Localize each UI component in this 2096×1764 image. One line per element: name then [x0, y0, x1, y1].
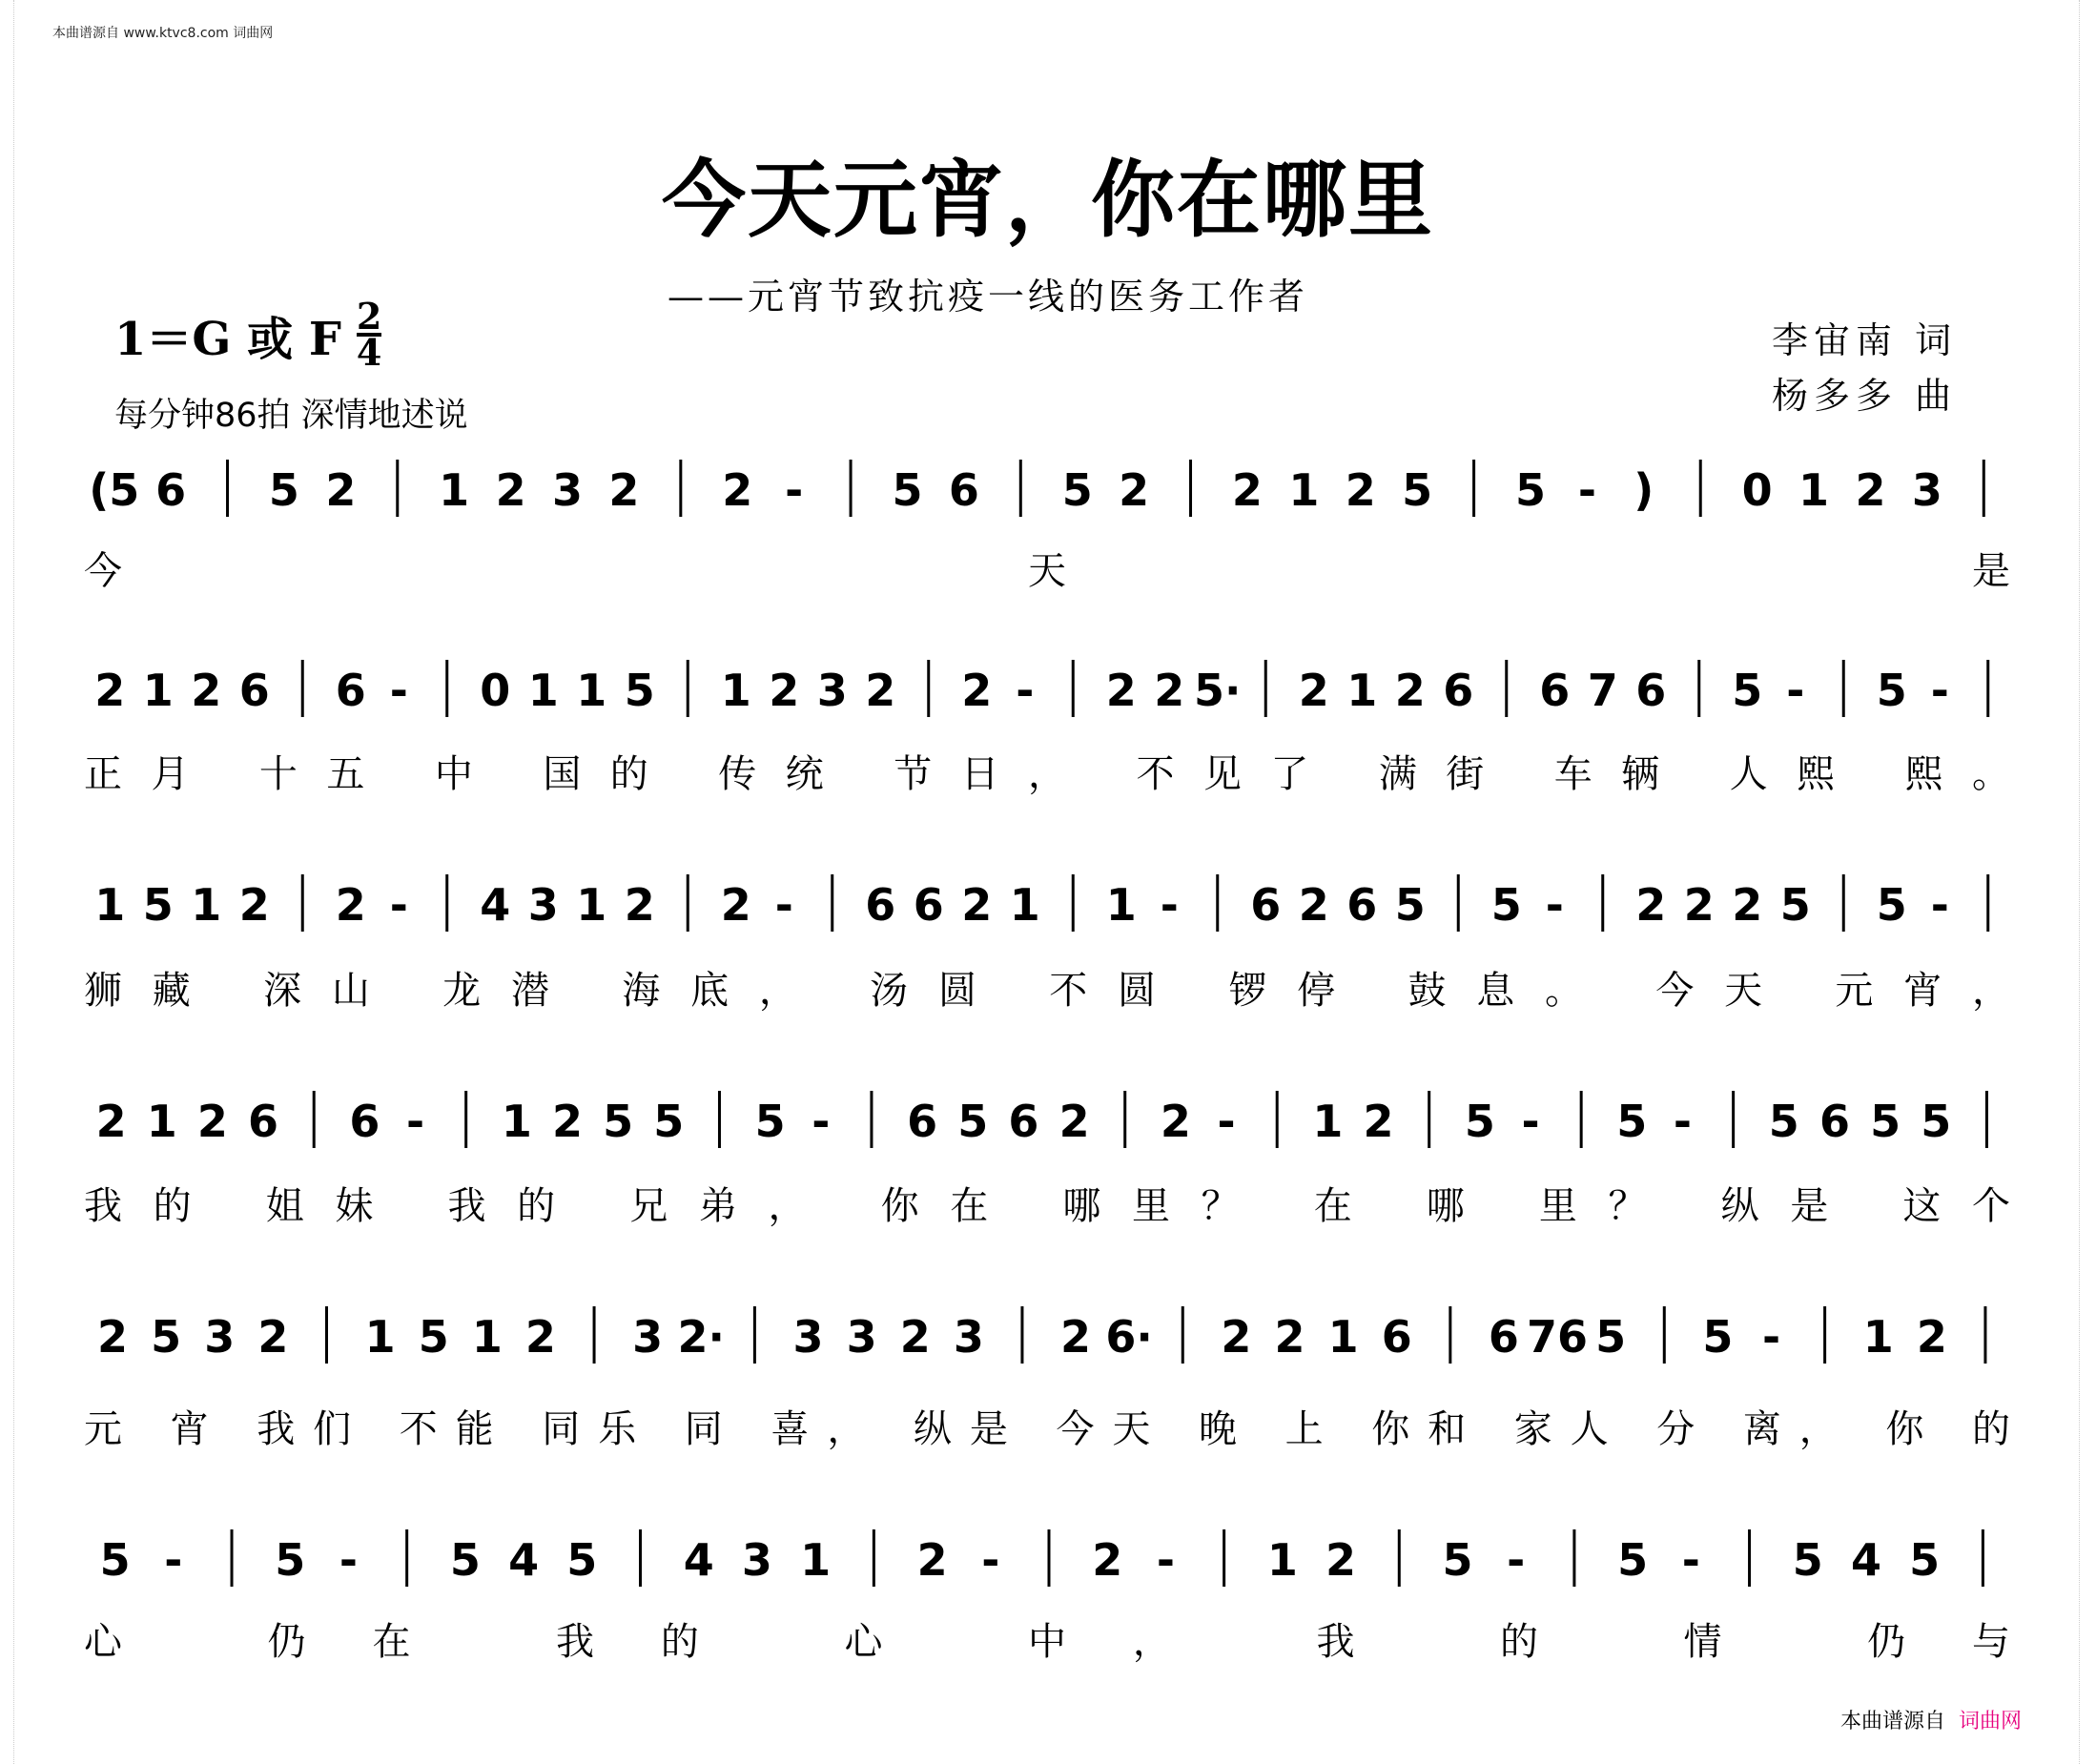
note: 2 — [865, 665, 896, 716]
note: 6 — [1008, 1096, 1039, 1147]
note: 5 — [892, 464, 923, 516]
note: 0 — [480, 665, 511, 716]
note: - — [1545, 879, 1564, 931]
note: 2 — [1092, 1534, 1123, 1586]
note: 2 — [961, 879, 993, 931]
source-label: 本曲谱源自 — [1840, 1710, 1946, 1733]
note: 2 — [1363, 1096, 1394, 1147]
note: 1 — [1798, 464, 1830, 516]
note: 1 — [1288, 464, 1320, 516]
note: - — [981, 1534, 1000, 1586]
note: 3 — [527, 879, 559, 931]
note: 2 — [97, 1311, 129, 1363]
note: - — [389, 665, 408, 716]
note: 2 — [916, 1534, 948, 1586]
note: 3 — [741, 1534, 772, 1586]
note: 2 — [495, 464, 526, 516]
note: - — [1673, 1096, 1693, 1147]
lyric-line: 元 宵 我们 不能 同乐 同 喜， 纵是 今天 晚 上 你和 家人 分 离， 你 的 — [84, 1407, 2010, 1451]
lyric-line: 今 天 是 — [84, 549, 2010, 593]
note: 5 — [1792, 1534, 1823, 1586]
note: 5 — [1061, 464, 1093, 516]
note: 1 — [1009, 879, 1040, 931]
note: - — [1786, 665, 1805, 716]
note: 2 — [961, 665, 993, 716]
note: 2 — [1325, 1534, 1357, 1586]
note: 4 — [508, 1534, 540, 1586]
note: 7 — [1587, 665, 1618, 716]
note: 6 — [248, 1096, 279, 1147]
note: 2 — [1274, 1311, 1305, 1363]
note: 5 — [1616, 1096, 1648, 1147]
note: 2 — [1298, 879, 1329, 931]
note: 5 — [653, 1096, 685, 1147]
note: 6 — [1443, 665, 1474, 716]
note: 2· — [677, 1311, 726, 1363]
note: 2 — [769, 665, 800, 716]
note: 0 — [1741, 464, 1773, 516]
note: - — [1521, 1096, 1540, 1147]
song-subtitle: ——元宵节致抗疫一线的医务工作者 — [668, 276, 1309, 318]
note: 2 — [720, 879, 751, 931]
note: - — [1160, 879, 1179, 931]
note: 2 — [722, 464, 753, 516]
time-signature-bottom: 4 — [356, 331, 382, 374]
note: 6 — [1819, 1096, 1850, 1147]
note: 5 — [1909, 1534, 1941, 1586]
note: 5 — [1595, 1311, 1627, 1363]
note: 5 — [624, 665, 655, 716]
time-signature-top: 2 — [356, 295, 382, 338]
note: 1 — [191, 879, 222, 931]
note: 2 — [95, 1096, 127, 1147]
note: 6 — [1539, 665, 1571, 716]
note: 1 — [439, 464, 470, 516]
note: 1 — [527, 665, 559, 716]
note: - — [1681, 1534, 1700, 1586]
source-site: 词曲网 — [1959, 1710, 2023, 1733]
note: 1 — [1862, 1311, 1894, 1363]
composer-credit: 杨多多 曲 — [1772, 375, 1958, 417]
note: 1 — [1327, 1311, 1359, 1363]
note: - — [1761, 1311, 1781, 1363]
note: 76 — [1527, 1311, 1589, 1363]
note: - — [1016, 665, 1035, 716]
note: 4 — [480, 879, 511, 931]
note: 5 — [957, 1096, 989, 1147]
note: 3 — [792, 1311, 824, 1363]
note: 1 — [1105, 879, 1137, 931]
note: 2 — [238, 879, 270, 931]
note: 2 — [1231, 464, 1263, 516]
note: ) — [1634, 464, 1654, 516]
note: 6 — [238, 665, 270, 716]
note: 5 — [275, 1534, 306, 1586]
note: 2 — [94, 665, 126, 716]
note: 5 — [99, 1534, 131, 1586]
note: 2 — [1298, 665, 1329, 716]
note: 2 — [524, 1311, 556, 1363]
note: 5 — [1702, 1311, 1734, 1363]
note: 5 — [142, 879, 174, 931]
lyric-line: 我的 姐妹 我的 兄弟， 你在 哪里？ 在 哪 里？ 纵是 这个 — [84, 1184, 2011, 1228]
note: 2 — [608, 464, 640, 516]
note: 1 — [576, 665, 607, 716]
note: - — [1217, 1096, 1236, 1147]
note: 5 — [1442, 1534, 1473, 1586]
note: 2 — [1060, 1311, 1092, 1363]
note: - — [339, 1534, 359, 1586]
note: 6 — [1250, 879, 1282, 931]
note: 3 — [846, 1311, 877, 1363]
note: 6 — [1488, 1311, 1519, 1363]
note: 2 — [1221, 1311, 1252, 1363]
note: 2 — [1154, 665, 1185, 716]
note: 6 — [155, 464, 187, 516]
tempo-marking: 每分钟86拍 深情地述说 — [114, 397, 468, 435]
note: 4 — [1850, 1534, 1881, 1586]
note: 5 — [1768, 1096, 1799, 1147]
lyricist-credit: 李宙南 词 — [1772, 319, 1958, 361]
note: - — [1156, 1534, 1175, 1586]
note: 5 — [1870, 1096, 1901, 1147]
note: - — [389, 879, 408, 931]
lyric-line: 心 仍在 我的 心 中， 我 的 情 仍与 — [84, 1620, 2010, 1664]
note: 3 — [632, 1311, 664, 1363]
note: 5 — [1779, 879, 1811, 931]
note: 3 — [1911, 464, 1942, 516]
note: 2 — [1119, 464, 1150, 516]
key-label: 1＝G 或 F — [114, 312, 341, 366]
note: 6 — [913, 879, 944, 931]
note: 5 — [1921, 1096, 1952, 1147]
note: 6 — [335, 665, 366, 716]
note: 3 — [953, 1311, 984, 1363]
note: - — [1930, 665, 1949, 716]
lyric-line: 狮藏 深山 龙潜 海底， 汤圆 不圆 锣停 鼓息。 今天 元宵， — [84, 969, 2010, 1013]
note: 2 — [191, 665, 222, 716]
note: 2 — [1916, 1311, 1947, 1363]
note: 5 — [1876, 879, 1907, 931]
note: 5 — [1490, 879, 1522, 931]
note: 2 — [899, 1311, 931, 1363]
note: 5 — [1876, 665, 1907, 716]
note: 1 — [720, 665, 751, 716]
note: 1 — [142, 665, 174, 716]
note: 1 — [364, 1311, 396, 1363]
note: 2 — [1105, 665, 1137, 716]
note: - — [785, 464, 804, 516]
note: 3 — [551, 464, 584, 516]
note: 2 — [1058, 1096, 1090, 1147]
note: 4 — [683, 1534, 714, 1586]
note: 5 — [603, 1096, 634, 1147]
note: 3 — [816, 665, 848, 716]
note: - — [774, 879, 793, 931]
note: - — [164, 1534, 183, 1586]
note: 5· — [1194, 665, 1242, 716]
note: 6· — [1105, 1311, 1153, 1363]
note: 2 — [257, 1311, 289, 1363]
note: 2 — [1394, 665, 1426, 716]
note: (5 — [89, 464, 140, 516]
song-title: 今天元宵，你在哪里 — [661, 150, 1434, 249]
note: 2 — [1732, 879, 1763, 931]
note: 5 — [1402, 464, 1433, 516]
note: 6 — [1346, 879, 1378, 931]
note: 2 — [196, 1096, 228, 1147]
note: 6 — [865, 879, 896, 931]
note: 2 — [1855, 464, 1886, 516]
note: 1 — [1312, 1096, 1344, 1147]
lyric-line: 正月 十五 中 国的 传统 节日， 不见了 满街 车辆 人熙 熙。 — [84, 752, 2010, 796]
note: 2 — [335, 879, 366, 931]
note: 6 — [1635, 665, 1667, 716]
note: 1 — [800, 1534, 832, 1586]
note: 6 — [1381, 1311, 1412, 1363]
note: 5 — [1464, 1096, 1495, 1147]
note: 1 — [576, 879, 607, 931]
note: 6 — [349, 1096, 380, 1147]
note: 5 — [754, 1096, 786, 1147]
note: 5 — [1617, 1534, 1649, 1586]
note: 1 — [1346, 665, 1378, 716]
note: 5 — [268, 464, 299, 516]
note: - — [1577, 464, 1596, 516]
note: 5 — [566, 1534, 598, 1586]
source-watermark-bottom — [1840, 1705, 2022, 1734]
note: - — [1507, 1534, 1526, 1586]
note: 2 — [325, 464, 357, 516]
note: 3 — [204, 1311, 236, 1363]
note: 2 — [1635, 879, 1667, 931]
note: 5 — [1514, 464, 1547, 516]
note: 1 — [146, 1096, 177, 1147]
note: 2 — [551, 1096, 584, 1147]
note: 1 — [1266, 1534, 1298, 1586]
note: 5 — [418, 1311, 449, 1363]
source-watermark-top: 本曲谱源自 www.ktvc8.com 词曲网 — [52, 26, 274, 41]
note: 2 — [1683, 879, 1715, 931]
note: 5 — [449, 1534, 481, 1586]
note: 2 — [1160, 1096, 1191, 1147]
note: - — [812, 1096, 831, 1147]
note: - — [405, 1096, 425, 1147]
note: 5 — [1394, 879, 1426, 931]
note: 2 — [624, 879, 655, 931]
note: 6 — [907, 1096, 938, 1147]
note: 1 — [94, 879, 126, 931]
note: 1 — [501, 1096, 532, 1147]
note: 5 — [151, 1311, 182, 1363]
note: - — [1930, 879, 1949, 931]
note: 5 — [1732, 665, 1763, 716]
note: 1 — [471, 1311, 503, 1363]
note: 2 — [1345, 464, 1376, 516]
note: 6 — [948, 464, 979, 516]
